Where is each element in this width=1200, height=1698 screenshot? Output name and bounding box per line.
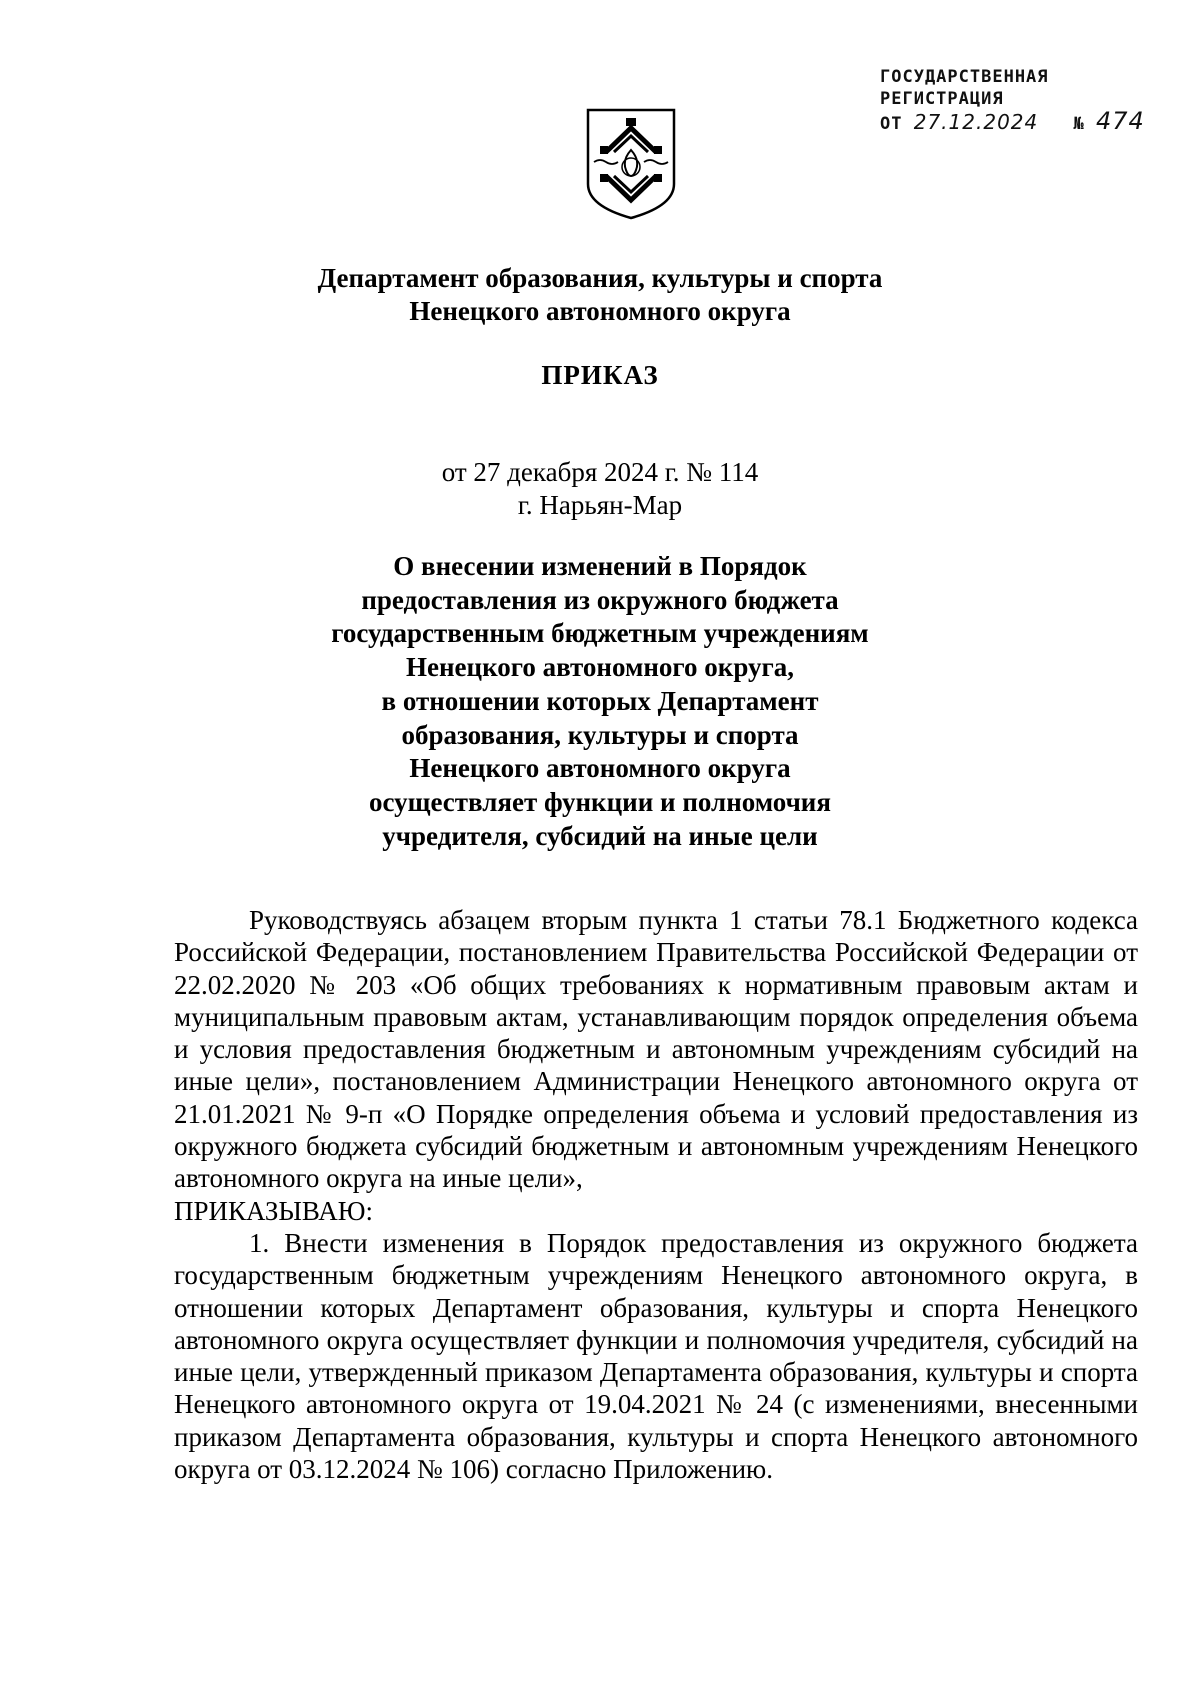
order-title: ПРИКАЗ — [541, 360, 659, 390]
subject-line: осуществляет функции и полномочия — [369, 786, 831, 817]
subject-line: в отношении которых Департамент — [381, 685, 819, 716]
preamble-text: Руководствуясь абзацем вторым пункта 1 статьи 78.1 Бюджетного кодекса Российской Федерации, постановлением Правительства Российской Федерации от 22.02.2020 № 203 «Об общих требованиях к нормативным правовым актам и муниципальным правовым актам, устанавливающим порядок определения объема и условия предоставления бюджетным и автономным учреждениям субсидий на иные цели», постановлением Администрации Ненецкого автономного округа от 21.01.2021 № 9-п «О Порядке определения объема и условий предоставления из окружного бюджета субсидий бюджетным и автономным учреждениям Ненецкого автономного округа на иные цели», — [174, 905, 1138, 1194]
coat-of-arms-icon — [584, 106, 678, 222]
subject-line: учредителя, субсидий на иные цели — [382, 820, 818, 851]
subject-line: Ненецкого автономного округа — [409, 753, 791, 784]
subject-line: государственным бюджетным учреждениям — [331, 618, 869, 649]
order-word: ПРИКАЗЫВАЮ: — [174, 1195, 373, 1226]
order-subject — [0, 550, 1200, 853]
department-line-2: Ненецкого автономного округа — [409, 296, 791, 326]
body-preamble — [174, 904, 1138, 1227]
order-date-number: от 27 декабря 2024 г. № 114 — [441, 457, 759, 487]
order-place: г. Нарьян-Мар — [517, 490, 683, 520]
department-header — [0, 262, 1200, 328]
stamp-date: 27.12.2024 — [913, 110, 1039, 134]
subject-line: Ненецкого автономного округа, — [406, 652, 794, 683]
stamp-line-2: РЕГИСТРАЦИЯ — [880, 89, 1004, 109]
stamp-line-3 — [880, 107, 1145, 135]
stamp-from-prefix: ОТ — [880, 114, 903, 134]
subject-line: образования, культуры и спорта — [401, 719, 799, 750]
stamp-line-1: ГОСУДАРСТВЕННАЯ — [880, 67, 1049, 87]
registration-stamp — [880, 66, 1145, 135]
subject-line: предоставления из окружного бюджета — [361, 584, 839, 615]
order-body — [174, 904, 1138, 1485]
stamp-number: 474 — [1096, 107, 1145, 135]
department-line-1: Департамент образования, культуры и спорта — [317, 263, 883, 293]
body-item-1: 1. Внести изменения в Порядок предоставления из окружного бюджета государственным бюджетным учреждениям Ненецкого автономного округа, в отношении которых Департамент образования, культуры и спорта Ненецкого автономного округа осуществляет функции и полномочия учредителя, субсидий на иные цели, утвержденный приказом Департамента образования, культуры и спорта Ненецкого автономного округа от 19.04.2021 № 24 (с изменениями, внесенными приказом Департамента образования, культуры и спорта Ненецкого автономного округа от 03.12.2024 № 106) согласно Приложению. — [174, 1227, 1138, 1485]
order-meta — [0, 456, 1200, 522]
subject-line: О внесении изменений в Порядок — [393, 551, 807, 581]
stamp-number-sign: № — [1073, 114, 1085, 134]
